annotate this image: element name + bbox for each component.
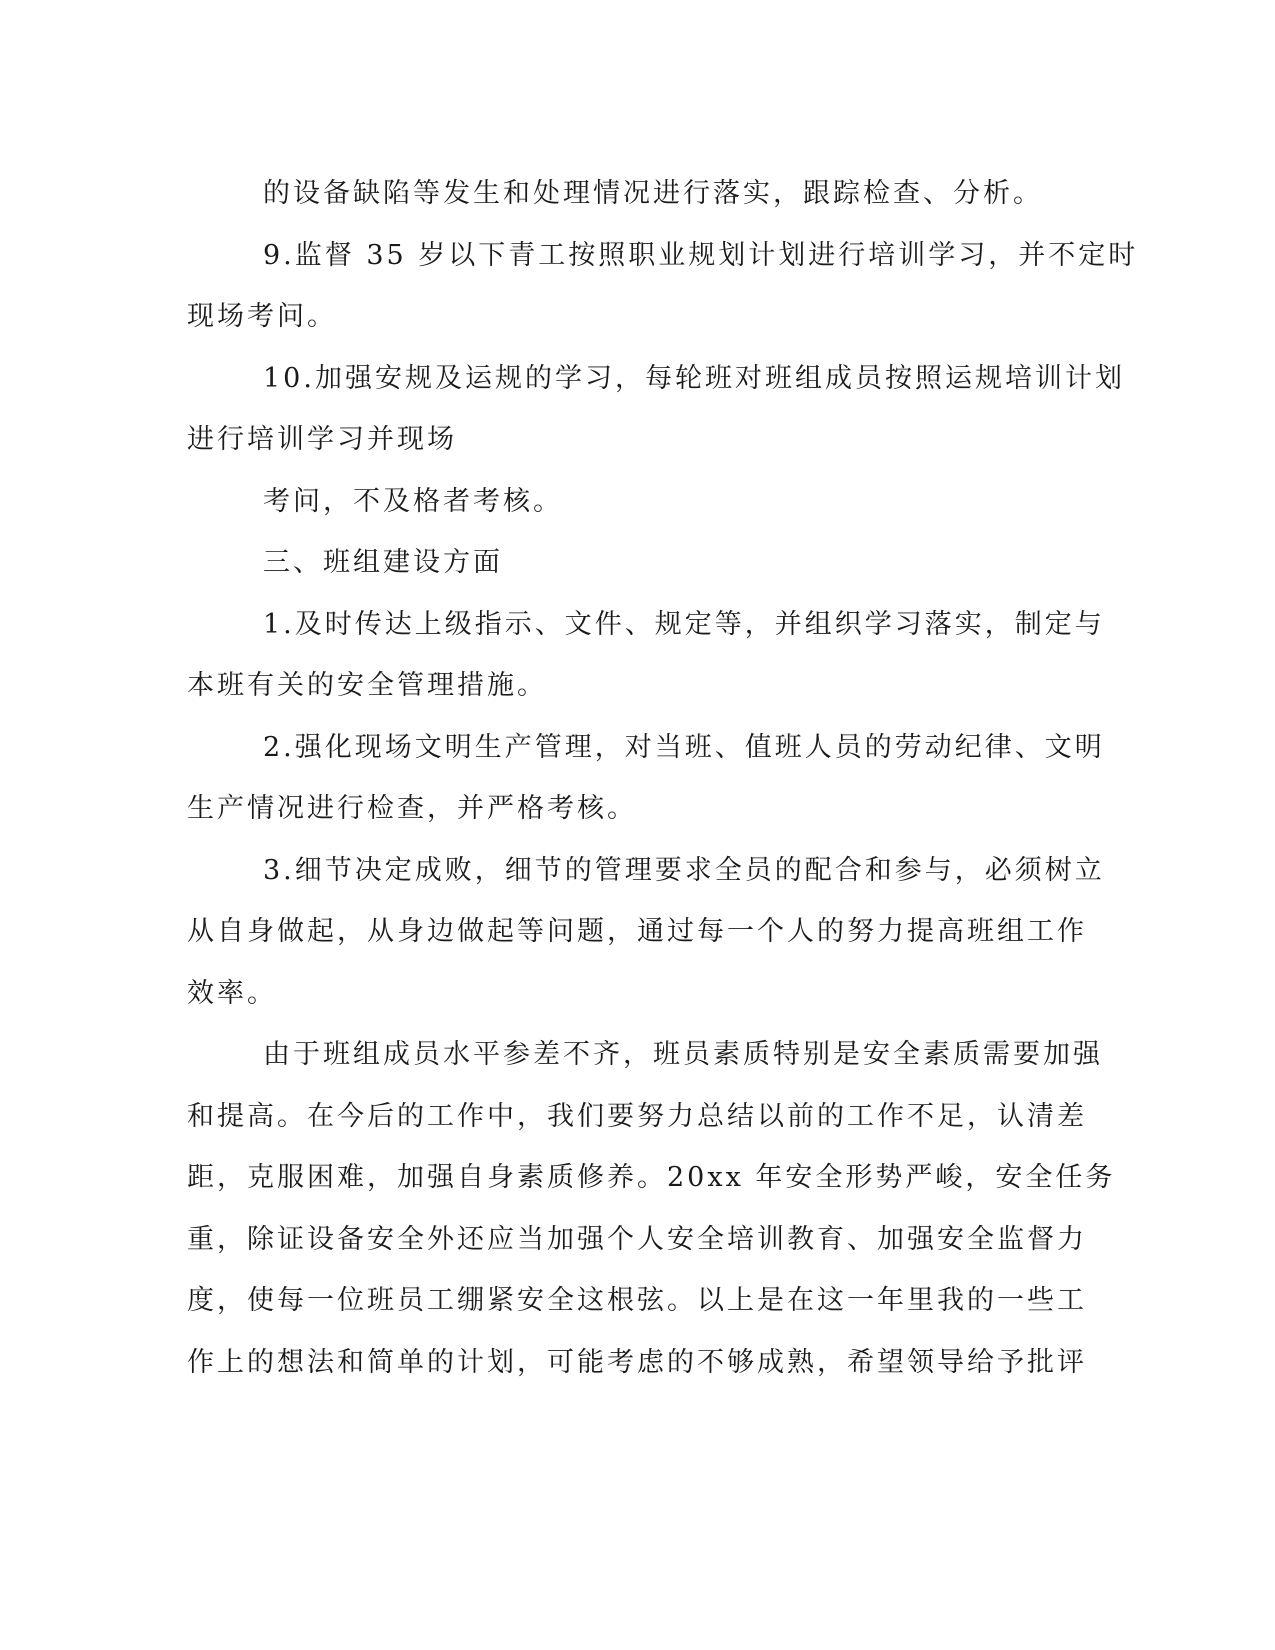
text-line: 本班有关的安全管理措施。 <box>187 670 547 701</box>
text-line: 进行培训学习并现场 <box>187 424 457 455</box>
text-line: 3.细节决定成败，细节的管理要求全员的配合和参与，必须树立 <box>263 854 1105 886</box>
text-line: 度，使每一位班员工绷紧安全这根弦。以上是在这一年里我的一些工 <box>187 1285 1087 1316</box>
text-line: 生产情况进行检查，并严格考核。 <box>187 793 637 824</box>
document-body <box>187 163 1139 1393</box>
text-line: 和提高。在今后的工作中，我们要努力总结以前的工作不足，认清差 <box>187 1100 1087 1132</box>
text-line: 重，除证设备安全外还应当加强个人安全培训教育、加强安全监督力 <box>187 1223 1087 1255</box>
text-line: 现场考问。 <box>187 301 337 332</box>
text-line: 距，克服困难，加强自身素质修养。20xx 年安全形势严峻，安全任务 <box>187 1162 1116 1193</box>
text-line: 从自身做起，从身边做起等问题，通过每一个人的努力提高班组工作 <box>187 916 1087 947</box>
section-heading: 三、班组建设方面 <box>263 547 503 578</box>
text-line: 效率。 <box>187 977 277 1009</box>
text-line: 10.加强安规及运规的学习，每轮班对班组成员按照运规培训计划 <box>263 362 1125 394</box>
text-line: 的设备缺陷等发生和处理情况进行落实，跟踪检查、分析。 <box>263 178 1043 209</box>
text-line: 由于班组成员水平参差不齐，班员素质特别是安全素质需要加强 <box>263 1039 1103 1070</box>
text-line: 1.及时传达上级指示、文件、规定等，并组织学习落实，制定与 <box>263 608 1105 640</box>
text-line: 2.强化现场文明生产管理，对当班、值班人员的劳动纪律、文明 <box>263 731 1105 763</box>
text-line: 作上的想法和简单的计划，可能考虑的不够成熟，希望领导给予批评 <box>187 1346 1087 1378</box>
text-line: 9.监督 35 岁以下青工按照职业规划计划进行培训学习，并不定时 <box>263 239 1139 271</box>
text-line: 考问，不及格者考核。 <box>263 485 563 517</box>
